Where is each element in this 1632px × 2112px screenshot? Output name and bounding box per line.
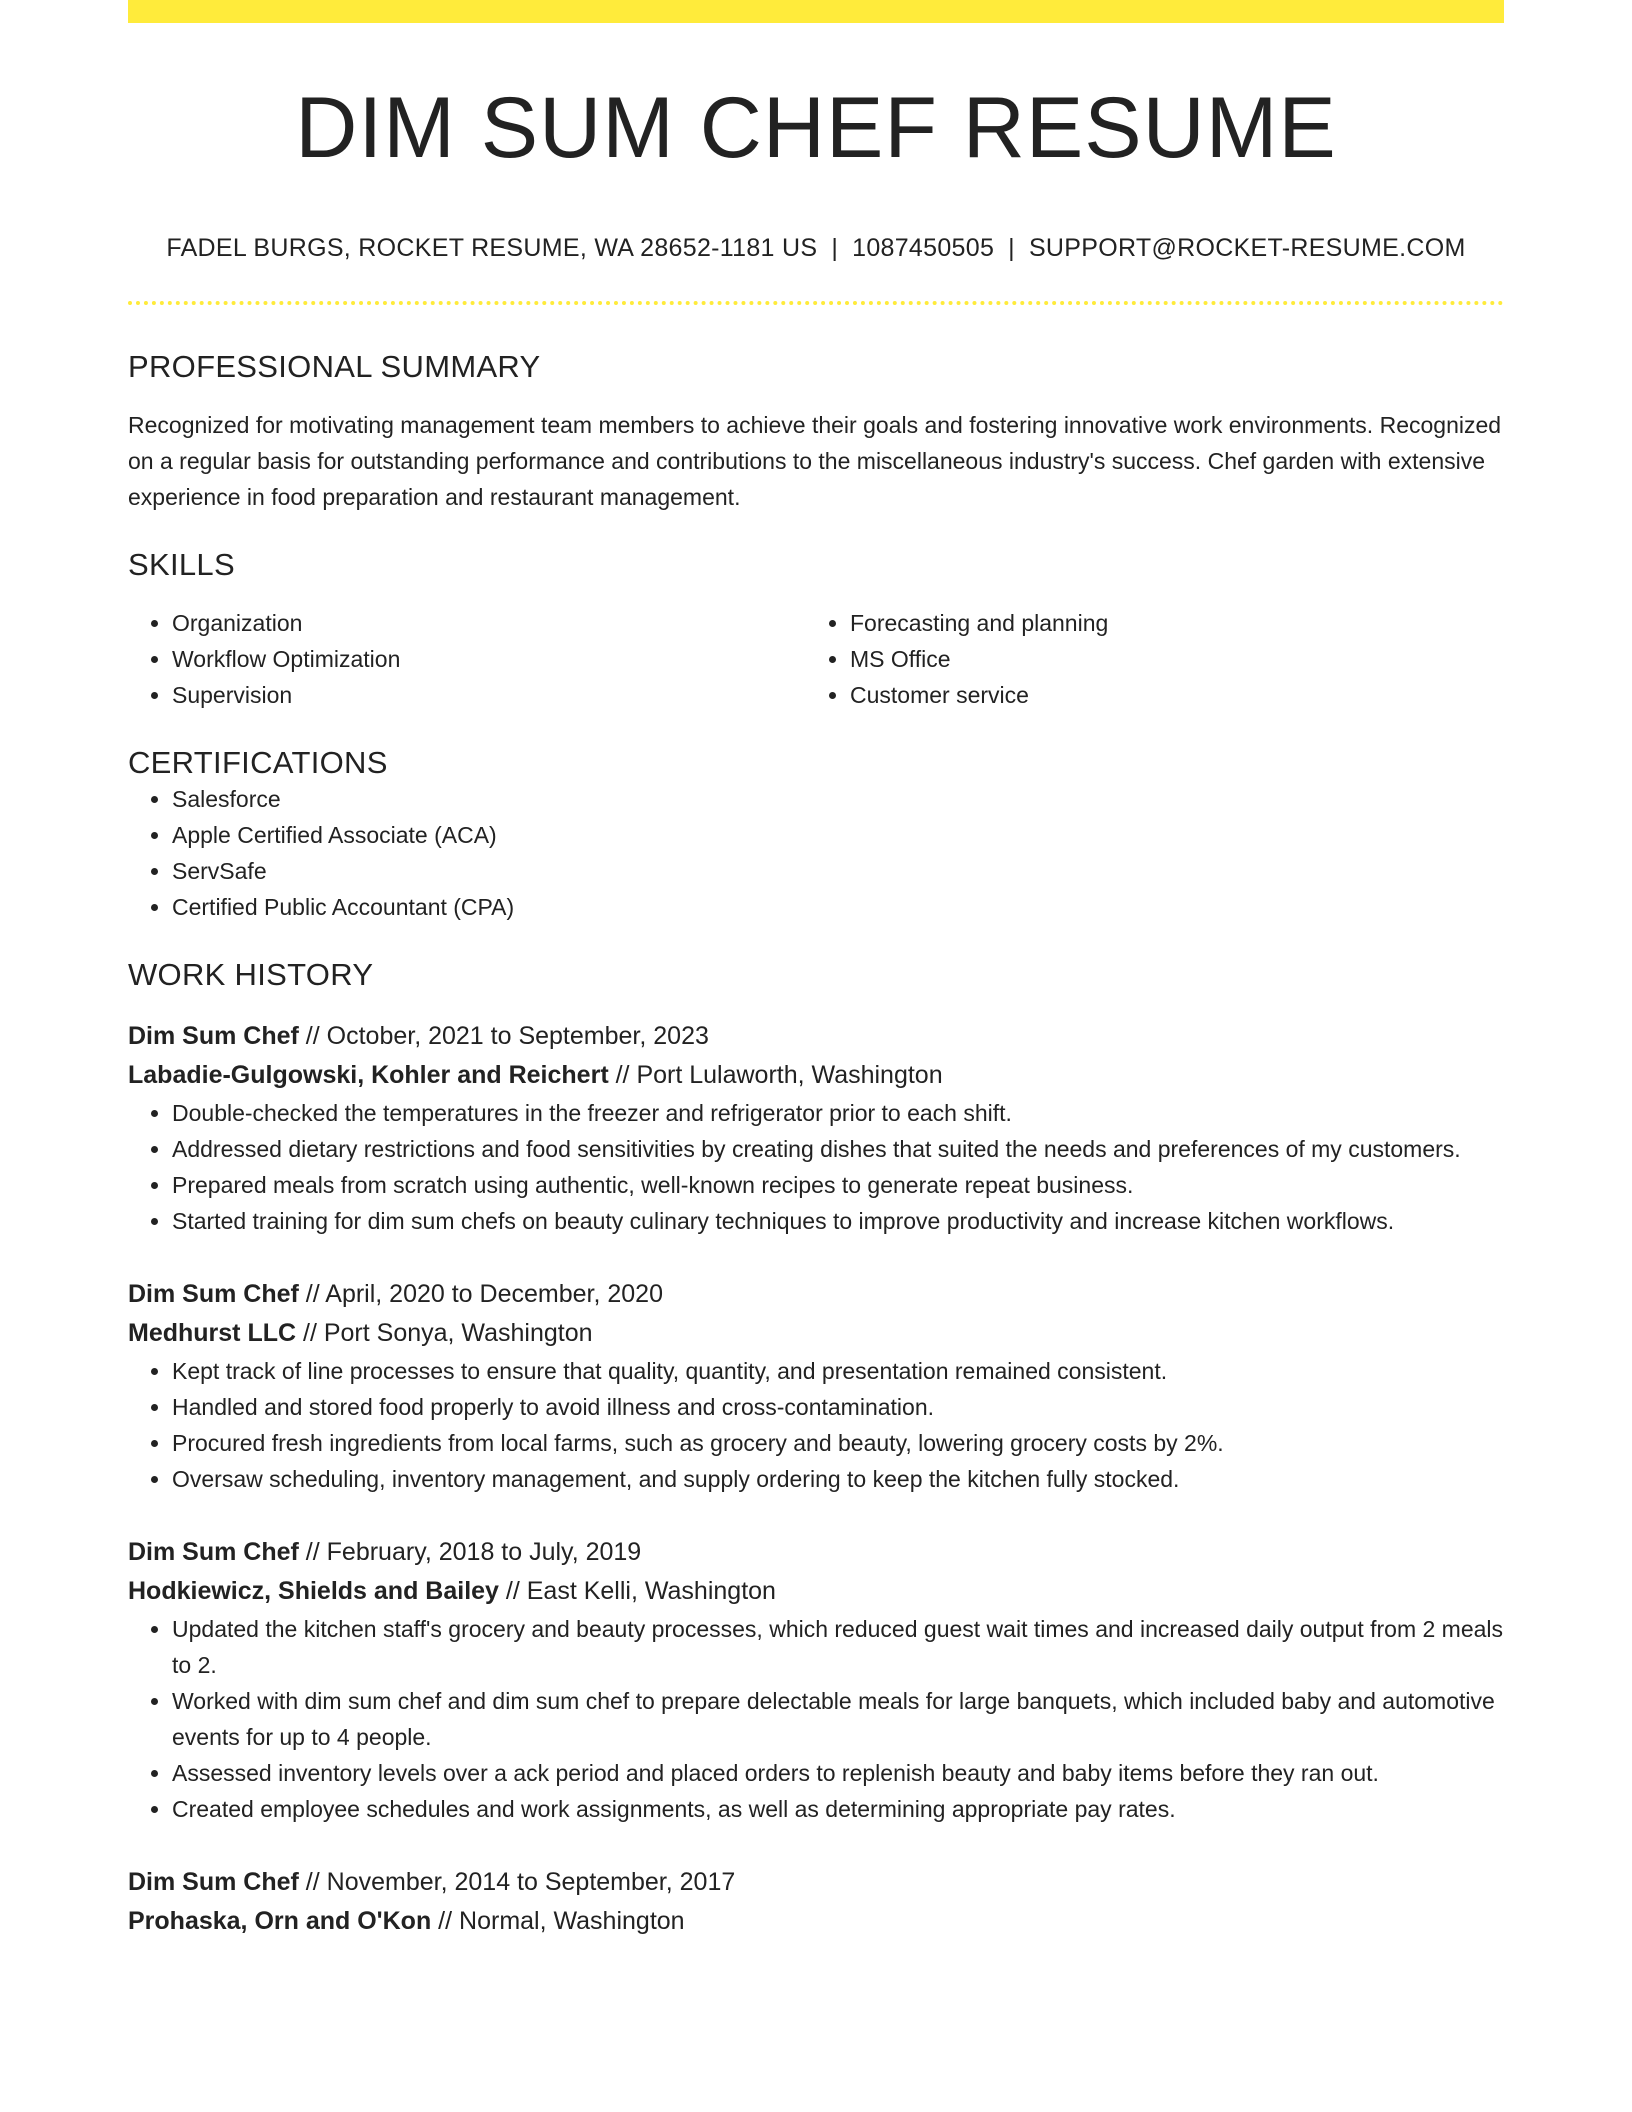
job-duty: • Created employee schedules and work assignments, as well as determining appropriate pay rates. [172, 1791, 1504, 1827]
job-dates: October, 2021 to September, 2023 [326, 1021, 709, 1050]
job-separator: // [298, 1279, 326, 1308]
job-duty: • Worked with dim sum chef and dim sum chef to prepare delectable meals for large banquets, which included baby and automotive events for up to 4 people. [172, 1683, 1504, 1755]
job-duty: • Prepared meals from scratch using authentic, well-known recipes to generate repeat business. [172, 1167, 1504, 1203]
job-duties [128, 1095, 1504, 1239]
job-title-line [128, 1017, 1504, 1056]
job-company: Prohaska, Orn and O'Kon [128, 1906, 432, 1935]
skill-item: • Organization [172, 605, 806, 641]
summary-heading: PROFESSIONAL SUMMARY [128, 348, 541, 384]
job-title: Dim Sum Chef [128, 1279, 299, 1308]
job-duty: • Handled and stored food properly to avoid illness and cross-contamination. [172, 1389, 1504, 1425]
job-duties [128, 1353, 1504, 1497]
skill-item: • Supervision [172, 677, 806, 713]
job-location: Normal, Washington [459, 1906, 685, 1935]
skills-list [128, 605, 1504, 713]
skills-column-left [128, 605, 806, 713]
contact-line [128, 234, 1504, 263]
job-separator: // [298, 1021, 327, 1050]
contact-separator: | [1008, 233, 1015, 262]
job-separator: // [298, 1867, 327, 1896]
job-company-line [128, 1572, 1504, 1611]
job-company: Labadie-Gulgowski, Kohler and Reichert [128, 1060, 609, 1089]
job-duty: • Procured fresh ingredients from local farms, such as grocery and beauty, lowering grocery costs by 2%. [172, 1425, 1504, 1461]
job-dates: April, 2020 to December, 2020 [325, 1279, 663, 1308]
job-duty: • Double-checked the temperatures in the freezer and refrigerator prior to each shift. [172, 1095, 1504, 1131]
contact-phone: 1087450505 [852, 233, 995, 262]
contact-separator: | [831, 233, 839, 262]
job-entry [128, 1275, 1504, 1497]
certification-item: • Salesforce [172, 781, 1504, 817]
work-history-heading: WORK HISTORY [128, 956, 374, 992]
skill-item: • Workflow Optimization [172, 641, 806, 677]
page-title: DIM SUM CHEF RESUME [295, 80, 1337, 176]
job-entry [128, 1533, 1504, 1827]
job-duties [128, 1611, 1504, 1827]
skill-item: • MS Office [850, 641, 1484, 677]
job-company: Hodkiewicz, Shields and Bailey [128, 1576, 499, 1605]
certifications-list [128, 781, 1504, 925]
job-title-line [128, 1275, 1504, 1314]
job-dates: February, 2018 to July, 2019 [326, 1537, 642, 1566]
job-title: Dim Sum Chef [128, 1021, 299, 1050]
job-duty: • Addressed dietary restrictions and food sensitivities by creating dishes that suited the needs and preferences of my customers. [172, 1131, 1504, 1167]
job-title: Dim Sum Chef [128, 1537, 299, 1566]
dotted-divider [128, 301, 1504, 305]
job-entry [128, 1863, 1504, 1941]
skills-column-right [806, 605, 1484, 713]
job-entry [128, 1017, 1504, 1239]
certification-item: • ServSafe [172, 853, 1504, 889]
job-title-line [128, 1533, 1504, 1572]
job-duty: • Started training for dim sum chefs on beauty culinary techniques to improve productivity and increase kitchen workflows. [172, 1203, 1504, 1239]
resume-page [128, 0, 1504, 1941]
job-company-line [128, 1056, 1504, 1095]
contact-email: SUPPORT@ROCKET-RESUME.COM [1028, 233, 1466, 262]
job-dates: November, 2014 to September, 2017 [326, 1867, 736, 1896]
certification-item: • Apple Certified Associate (ACA) [172, 817, 1504, 853]
skill-item: • Forecasting and planning [850, 605, 1484, 641]
job-duty: • Updated the kitchen staff's grocery and beauty processes, which reduced guest wait times and increased daily output from 2 meals to 2. [172, 1611, 1504, 1683]
skills-heading: SKILLS [128, 546, 235, 582]
job-duty: • Kept track of line processes to ensure that quality, quantity, and presentation remained consistent. [172, 1353, 1504, 1389]
certification-item: • Certified Public Accountant (CPA) [172, 889, 1504, 925]
job-duty: • Oversaw scheduling, inventory management, and supply ordering to keep the kitchen fully stocked. [172, 1461, 1504, 1497]
skill-item: • Customer service [850, 677, 1484, 713]
job-separator: // [431, 1906, 460, 1935]
job-location: Port Sonya, Washington [323, 1318, 593, 1347]
certifications-heading: CERTIFICATIONS [128, 744, 388, 780]
job-company-line [128, 1314, 1504, 1353]
job-separator: // [608, 1060, 637, 1089]
job-separator: // [298, 1537, 327, 1566]
summary-text: Recognized for motivating management team members to achieve their goals and fostering innovative work environments. Recognized on a regular basis for outstanding performance and contributions to the miscellaneous industry's success. Chef garden with extensive experience in food preparation and restaurant management. [128, 411, 1502, 510]
job-location: Port Lulaworth, Washington [636, 1060, 943, 1089]
job-company: Medhurst LLC [128, 1318, 297, 1347]
job-location: East Kelli, Washington [526, 1576, 776, 1605]
job-company-line [128, 1902, 1504, 1941]
accent-bar [128, 0, 1504, 23]
job-separator: // [296, 1318, 324, 1347]
contact-address: FADEL BURGS, ROCKET RESUME, WA 28652-1181 US [166, 233, 818, 262]
job-separator: // [498, 1576, 527, 1605]
job-title: Dim Sum Chef [128, 1867, 299, 1896]
job-title-line [128, 1863, 1504, 1902]
job-duty: • Assessed inventory levels over a ack period and placed orders to replenish beauty and baby items before they ran out. [172, 1755, 1504, 1791]
